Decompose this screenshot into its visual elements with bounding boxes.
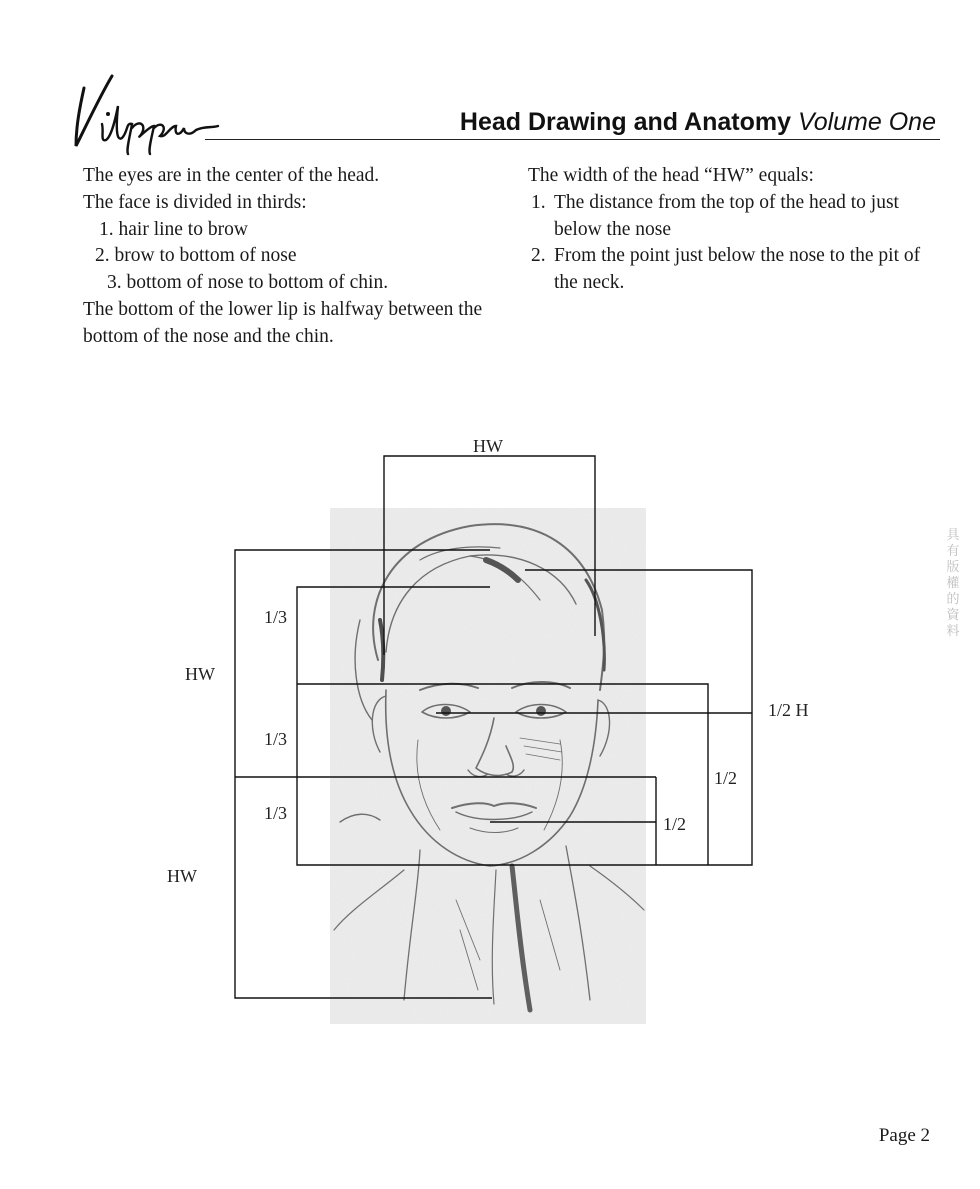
item-number: 2. (531, 245, 546, 267)
label-half-outer: 1/2 (714, 768, 738, 788)
page-number: Page 2 (878, 1125, 930, 1146)
label-third-3: 1/3 (264, 803, 288, 823)
lower-lip-paragraph: The bottom of the lower lip is halfway between the bottom of the nose and the chin. (83, 298, 483, 347)
label-hw-lower: HW (167, 866, 197, 886)
eyes-center-text: The eyes are in the center of the head. (83, 165, 380, 186)
label-half-h: 1/2 H (768, 700, 809, 720)
label-hw-top: HW (473, 436, 503, 456)
head-width-intro: The width of the head “HW” equals: (528, 165, 814, 186)
item-text: The distance from the top of the head to just below the nose (554, 191, 899, 240)
thirds-item-2: 2. brow to bottom of nose (95, 245, 297, 267)
label-third-1: 1/3 (264, 607, 288, 627)
label-half-inner: 1/2 (663, 814, 687, 834)
book-title-volume: Volume One (797, 108, 936, 136)
label-hw-left: HW (185, 664, 215, 684)
thirds-item-1: 1. hair line to brow (99, 218, 248, 240)
item-number: 1. (531, 191, 546, 213)
item-text: From the point just below the nose to the pit of the neck. (554, 245, 921, 294)
label-third-2: 1/3 (264, 729, 288, 749)
face-thirds-text: The face is divided in thirds: (83, 191, 307, 213)
copyright-side-note: 具有版權的資料 (946, 528, 960, 639)
book-title-main: Head Drawing and Anatomy (459, 108, 791, 136)
thirds-item-3: 3. bottom of nose to bottom of chin. (107, 272, 389, 294)
